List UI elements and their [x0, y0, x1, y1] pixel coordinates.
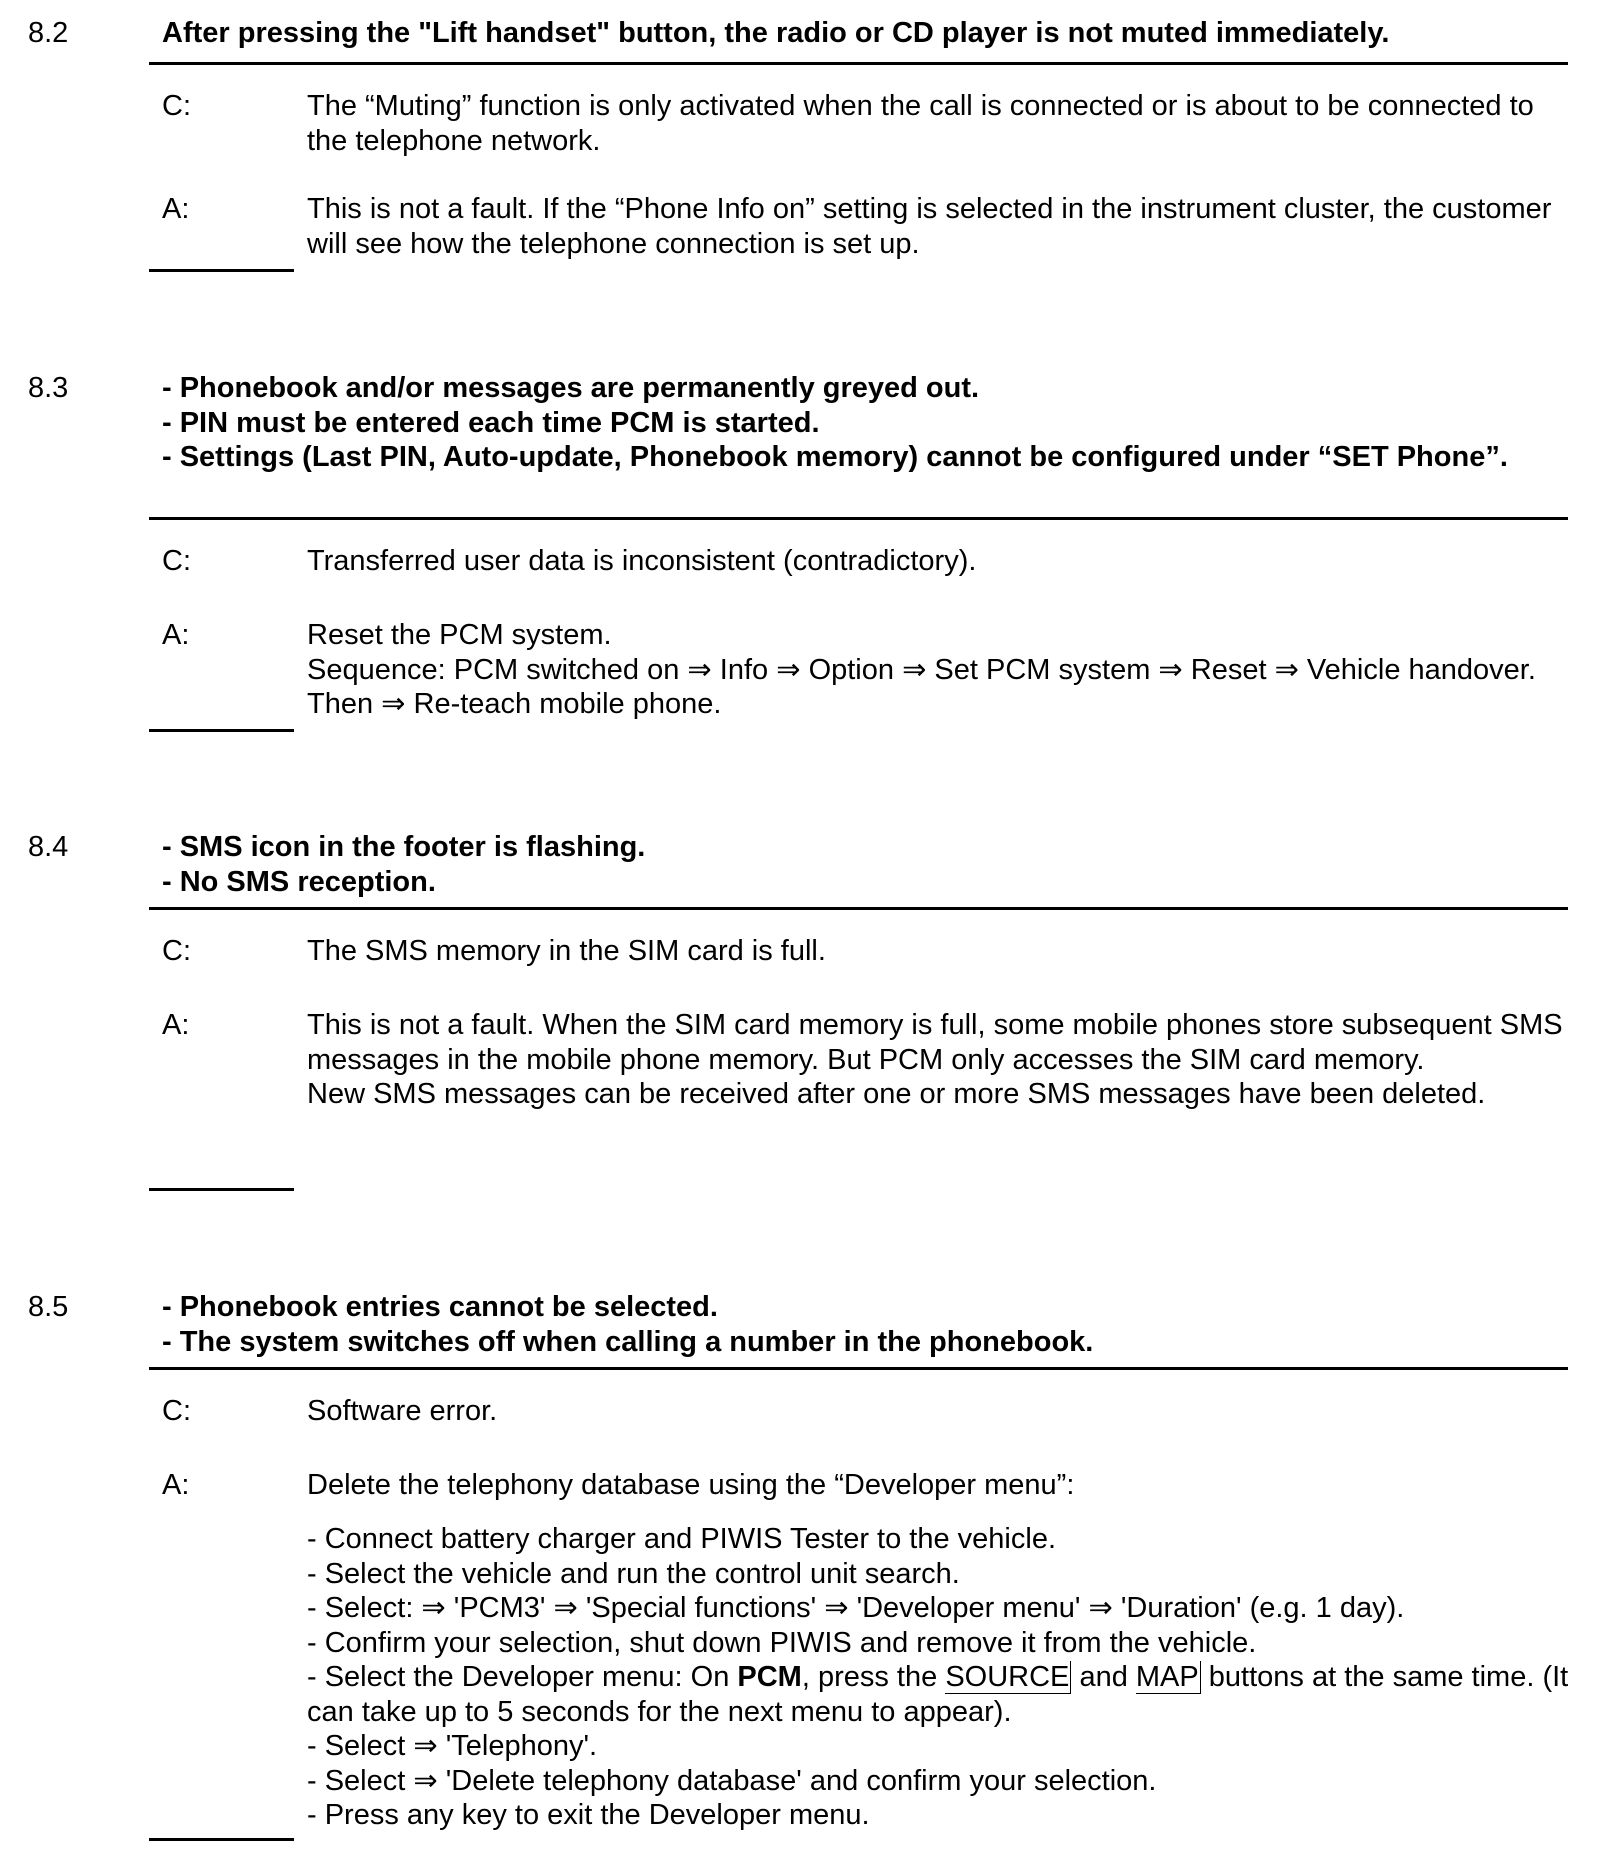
action-label: A:: [162, 1009, 190, 1041]
section-title: [162, 371, 1562, 475]
cause-label: C:: [162, 935, 191, 967]
list-item: - Press any key to exit the Developer menu.: [307, 1799, 870, 1831]
action-paragraph: This is not a fault. When the SIM card memory is full, some mobile phones store subsequent SMS messages in the mobile phone memory. But PCM only accesses the SIM card memory.: [307, 1009, 1563, 1076]
action-text: [307, 618, 1567, 722]
step-text: , press the: [801, 1661, 946, 1693]
list-item: - Select the vehicle and run the control unit search.: [307, 1557, 960, 1590]
action-label: A:: [162, 1469, 190, 1501]
section-divider: [149, 907, 1568, 910]
action-intro: Delete the telephony database using the “Developer menu”:: [307, 1469, 1075, 1501]
developer-step-text: [307, 1660, 1569, 1729]
list-item: - Select ⇒ 'Delete telephony database' and confirm your selection.: [307, 1764, 1157, 1797]
list-item: - Confirm your selection, shut down PIWIS and remove it from the vehicle.: [307, 1626, 1257, 1659]
cause-text: Transferred user data is inconsistent (contradictory).: [307, 545, 977, 577]
step-text: - Select the Developer menu: On: [307, 1661, 738, 1693]
section-title: [162, 1290, 1562, 1359]
title-line: - The system switches off when calling a number in the phonebook.: [162, 1325, 1094, 1358]
title-line: - Phonebook entries cannot be selected.: [162, 1291, 718, 1323]
cause-label: C:: [162, 1395, 191, 1427]
list-item: - Connect battery charger and PIWIS Tester to the vehicle.: [307, 1523, 1057, 1555]
title-line: - PIN must be entered each time PCM is started.: [162, 406, 820, 439]
section-divider: [149, 62, 1568, 65]
section-number: 8.5: [28, 1291, 69, 1323]
title-line: - No SMS reception.: [162, 865, 436, 898]
section-end-rule: [149, 269, 294, 272]
cause-label: C:: [162, 545, 191, 577]
action-label: A:: [162, 619, 190, 651]
cause-label: C:: [162, 90, 191, 122]
action-line: Reset the PCM system.: [307, 619, 612, 651]
steps-block: [307, 1729, 1567, 1833]
list-item: - Select ⇒ 'Telephony'.: [307, 1730, 598, 1762]
title-line: - Settings (Last PIN, Auto-update, Phonebook memory) cannot be configured under “SET Phone”.: [162, 441, 1508, 473]
action-label: A:: [162, 193, 190, 225]
section-divider: [149, 517, 1568, 520]
pcm-label: PCM: [737, 1661, 802, 1693]
action-line: Sequence: PCM switched on ⇒ Info ⇒ Option ⇒ Set PCM system ⇒ Reset ⇒ Vehicle handover. Then ⇒ Re-teach mobile phone.: [307, 653, 1536, 720]
cause-text: The SMS memory in the SIM card is full.: [307, 935, 826, 967]
cause-text: Software error.: [307, 1395, 498, 1427]
list-item: - Select: ⇒ 'PCM3' ⇒ 'Special functions' ⇒ 'Developer menu' ⇒ 'Duration' (e.g. 1 day).: [307, 1592, 1405, 1624]
action-paragraph: New SMS messages can be received after one or more SMS messages have been deleted.: [307, 1078, 1486, 1110]
action-text: This is not a fault. If the “Phone Info on” setting is selected in the instrument cluster, the customer will see how the telephone connection is set up.: [307, 193, 1552, 260]
section-end-rule: [149, 1838, 294, 1841]
title-line: - Phonebook and/or messages are permanently greyed out.: [162, 372, 980, 404]
section-divider: [149, 1367, 1568, 1370]
section-title: After pressing the "Lift handset" button, the radio or CD player is not muted immediately.: [162, 17, 1390, 49]
section-end-rule: [149, 729, 294, 732]
title-line: - SMS icon in the footer is flashing.: [162, 831, 646, 863]
steps-block: [307, 1522, 1567, 1660]
map-button: MAP: [1135, 1661, 1199, 1693]
section-number: 8.3: [28, 372, 69, 404]
cause-text: The “Muting” function is only activated when the call is connected or is about to be connected to the telephone network.: [307, 90, 1534, 157]
section-end-rule: [149, 1188, 294, 1191]
section-number: 8.4: [28, 831, 69, 863]
section-number: 8.2: [28, 17, 69, 49]
step-text: and: [1071, 1661, 1136, 1693]
section-title: [162, 830, 1562, 899]
step-text: buttons at the same time. (It can take up to 5 seconds for the next menu to appear).: [307, 1661, 1569, 1728]
source-button: SOURCE: [945, 1661, 1070, 1693]
action-text: [307, 1008, 1567, 1112]
